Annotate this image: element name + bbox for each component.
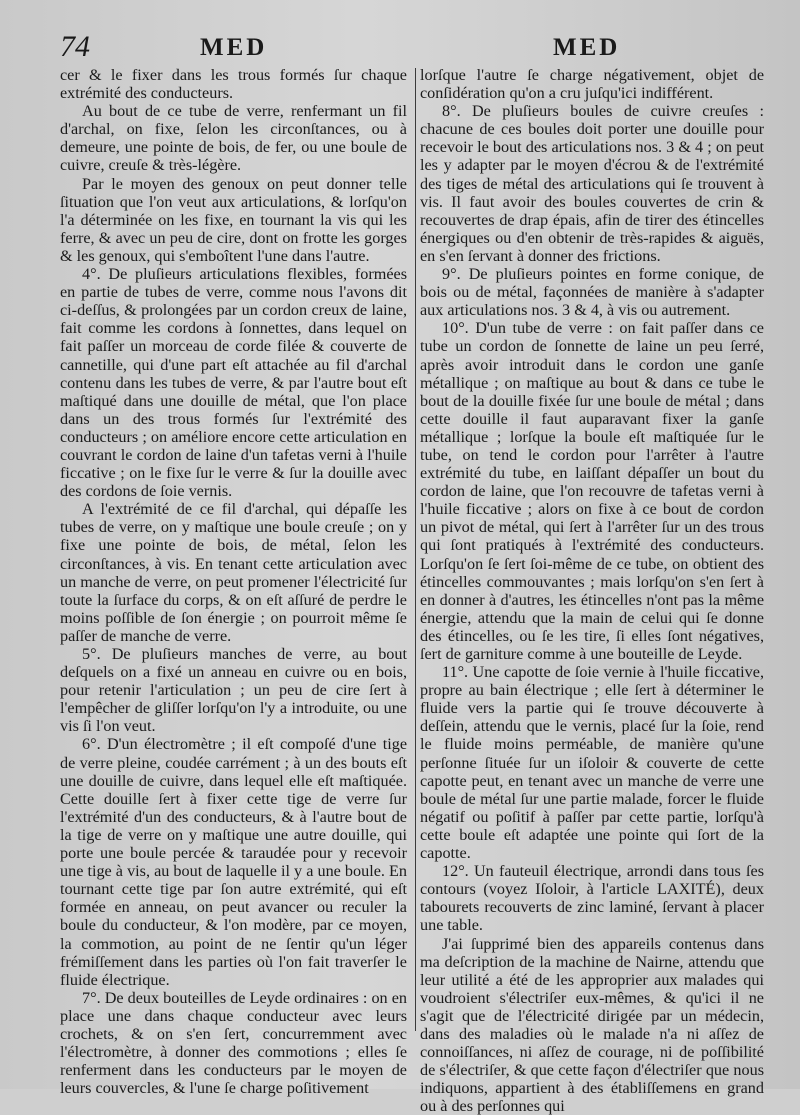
paragraph: Au bout de ce tube de verre, renfermant un fil d'archal, on fixe, ſelon les circonſtances, ou à demeure, une pointe de bois, de fer, ou une boule de cuivre, creuſe & très-légère. [60,102,407,174]
left-column [60,66,407,1097]
paragraph: 12°. Un fauteuil électrique, arrondi dans tous ſes contours (voyez Iſoloir, à l'article LAXITÉ), deux tabourets recouverts de zinc laminé, ſervant à placer une table. [420,862,764,934]
right-running-head: MED [553,34,620,62]
page-header [0,30,800,66]
paragraph: 10°. D'un tube de verre : on fait paſſer dans ce tube un cordon de ſonnette de laine un peu ſerré, après avoir introduit dans le cordon une ganſe métallique ; on maſtique au bout & dans ce tube le bout de la douille fixée ſur une boule de métal ; dans cette douille il faut auparavant fixer la ganſe métallique ; lorſque la boule eſt maſtiquée ſur le tube, on tend le cordon pour l'arrêter à l'autre extrémité du tube, en laiſſant dépaſſer un bout du cordon de laine, que l'on recouvre de tafetas verni à l'huile ficcative ; alors on fixe à ce bout de cordon un pivot de métal, qui ſert à l'arrêter ſur un des trous qui ſont pratiqués à l'extrémité des conducteurs. Lorſqu'on ſe ſert ſoi-même de ce tube, on obtient des étincelles commouvantes ; mais lorſqu'on s'en ſert à en donner à d'autres, les étincelles n'ont pas la même énergie, attendu que la main de celui qui ſe donne des étincelles, ou ſe les tire, ſi elles ſont négatives, ſert de garniture comme à une bouteille de Leyde. [420,319,764,663]
paragraph: 5°. De pluſieurs manches de verre, au bout deſquels on a fixé un anneau en cuivre ou en bois, pour retenir l'articulation ; un peu de cire ſert à l'empêcher de gliſſer lorſqu'on l'y a introduite, ou une vis ſi l'on veut. [60,645,407,735]
left-running-head: MED [200,34,267,62]
paragraph: J'ai ſupprimé bien des appareils contenus dans ma deſcription de la machine de Nairne, attendu que leur utilité a été de les approprier aux malades qui voudroient s'électriſer eux-mêmes, & qu'ici il ne s'agit que de l'électricité dirigée par un médecin, dans des maladies où le malade n'a ni aſſez de connoiſſances, ni aſſez de courage, ni de poſſibilité de s'électriſer, & que cette façon d'électriſer que nous indiquons, appartient à des établiſſemens en grand ou à des perſonnes qui [420,935,764,1115]
paragraph: 4°. De pluſieurs articulations flexibles, formées en partie de tubes de verre, comme nous l'avons dit ci-deſſus, & prolongées par un cordon creux de laine, fait comme les cordons à ſonnettes, dans lequel on fait paſſer un morceau de corde filée & couverte de cannetille, qui d'une part eſt attachée au fil d'archal contenu dans les tubes de verre, & par l'autre bout eſt maſtiqué dans une douille de métal, que l'on place dans un des trous formés ſur l'extrémité des conducteurs ; on améliore encore cette articulation en couvrant le cordon de laine d'un tafetas verni à l'huile ficcative ; on le fixe ſur le verre & ſur la douille avec des cordons de ſoie vernis. [60,265,407,500]
paragraph: 7°. De deux bouteilles de Leyde ordinaires : on en place une dans chaque conducteur avec leurs crochets, & on s'en ſert, concurremment avec l'électromètre, à donner des commotions ; elles ſe renferment dans les conducteurs par le moyen de leurs couvercles, & l'une ſe charge poſitivement [60,989,407,1098]
paragraph: lorſque l'autre ſe charge négativement, objet de conſidération qu'on a cru juſqu'ici indifférent. [420,66,764,102]
paragraph: 8°. De pluſieurs boules de cuivre creuſes : chacune de ces boules doit porter une douille pour recevoir le bout des articulations nos. 3 & 4 ; on peut les y adapter par le moyen d'écrou & de l'extrémité des tiges de métal des articulations qui ſe trouvent à vis. Il faut avoir des boules couvertes de crin & recouvertes de drap épais, afin de tirer des étincelles énergiques ou d'en obtenir de très-rapides & aiguës, en s'en ſervant à donner des frictions. [420,102,764,265]
paragraph: 9°. De pluſieurs pointes en forme conique, de bois ou de métal, façonnées de manière à s'adapter aux articulations nos. 3 & 4, à vis ou autrement. [420,265,764,319]
page-number: 74 [60,30,90,64]
paragraph: cer & le fixer dans les trous formés ſur chaque extrémité des conducteurs. [60,66,407,102]
paragraph: 6°. D'un électromètre ; il eſt compoſé d'une tige de verre pleine, coudée carrément ; à un des bouts eſt une douille de cuivre, dans lequel elle eſt maſtiquée. Cette douille ſert à fixer cette tige de verre ſur l'extrémité d'un des conducteurs, & à l'autre bout de la tige de verre on y maſtique une autre douille, qui porte une boule percée & taraudée pour y recevoir une tige à vis, au bout de laquelle il y a une boule. En tournant cette tige par ſon autre extrémité, qui eſt formée en anneau, on peut avancer ou reculer la boule du conducteur, & l'on modère, par ce moyen, la commotion, au point de ne ſentir qu'un léger frémiſſement dans les parties où l'on fait traverſer le fluide électrique. [60,735,407,988]
paragraph: A l'extrémité de ce fil d'archal, qui dépaſſe les tubes de verre, on y maſtique une boule creuſe ; on y fixe une pointe de bois, de métal, ſelon les circonſtances, à vis. En tenant cette articulation avec un manche de verre, on peut promener l'électricité ſur toute la ſurface du corps, & on eſt aſſuré de perdre le moins poſſible de ſon énergie ; on pourroit même ſe paſſer de manche de verre. [60,500,407,645]
paragraph: 11°. Une capotte de ſoie vernie à l'huile ficcative, propre au bain électrique ; elle ſert à déterminer le fluide vers la partie qui ſe trouve découverte à deſſein, attendu que le vernis, placé ſur la ſoie, rend le fluide moins perméable, de manière qu'une perſonne ſituée ſur un iſoloir & couverte de cette capotte peut, en tenant avec un manche de verre une boule de métal ſur une partie malade, forcer le fluide négatif ou poſitif à paſſer par cette partie, lorſqu'à cette boule eſt adaptée une pointe qui ſort de la capotte. [420,663,764,862]
column-divider [415,68,416,1031]
right-column [420,66,764,1115]
paragraph: Par le moyen des genoux on peut donner telle ſituation que l'on veut aux articulations, & lorſqu'on l'a déterminée on les fixe, en tournant la vis qui les ferre, & avec un peu de cire, dont on frotte les gorges & les genoux, qui s'emboîtent l'une dans l'autre. [60,175,407,265]
